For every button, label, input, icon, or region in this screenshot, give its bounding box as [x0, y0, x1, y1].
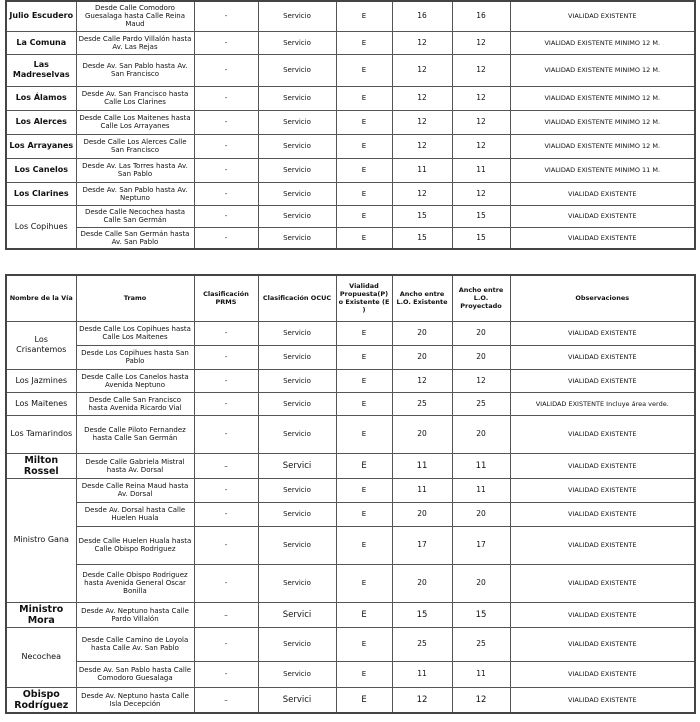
road-lo-proyectado: 25: [452, 392, 510, 415]
table-separator: [0, 265, 700, 273]
road-name: Julio Escudero: [6, 1, 76, 31]
road-observaciones: VIALIDAD EXISTENTE: [510, 321, 695, 345]
road-prms: -: [194, 369, 258, 392]
road-tramo: Desde Calle Comodoro Guesalaga hasta Calle Reina Maud: [76, 1, 194, 31]
road-observaciones: VIALIDAD EXISTENTE: [510, 182, 695, 205]
road-ocuc: Servicio: [258, 158, 336, 182]
road-table-top: [5, 0, 696, 250]
road-tramo: Desde Calle Necochea hasta Calle San Germán: [76, 205, 194, 227]
road-tramo: Desde Av. Dorsal hasta Calle Huelen Huala: [76, 502, 194, 526]
road-name: Obispo Rodríguez: [6, 687, 76, 713]
road-lo-proyectado: 11: [452, 478, 510, 502]
road-vp: E: [336, 526, 392, 564]
road-lo-proyectado: 11: [452, 453, 510, 478]
road-lo-proyectado: 11: [452, 158, 510, 182]
road-tramo: Desde Los Copihues hasta San Pablo: [76, 345, 194, 369]
road-prms: -: [194, 1, 258, 31]
road-ocuc: Servicio: [258, 392, 336, 415]
table-row: [6, 602, 695, 627]
road-name: Los Clarines: [6, 182, 76, 205]
header-row: [6, 275, 695, 321]
road-ocuc: Servicio: [258, 526, 336, 564]
table-row: [6, 54, 695, 86]
road-prms: -: [194, 205, 258, 227]
road-ocuc: Servicio: [258, 478, 336, 502]
road-lo-existente: 12: [392, 182, 452, 205]
table-row: [6, 31, 695, 54]
road-name: Los Jazmines: [6, 369, 76, 392]
road-lo-existente: 20: [392, 345, 452, 369]
road-prms: -: [194, 478, 258, 502]
road-ocuc: Servici: [258, 602, 336, 627]
header-lo-proyectado: Ancho entre L.O. Proyectado: [452, 275, 510, 321]
header-observaciones: Observaciones: [510, 275, 695, 321]
road-lo-existente: 12: [392, 134, 452, 158]
road-vp: E: [336, 134, 392, 158]
road-vp: E: [336, 31, 392, 54]
road-ocuc: Servicio: [258, 627, 336, 661]
table-row: [6, 661, 695, 687]
road-ocuc: Servicio: [258, 345, 336, 369]
road-ocuc: Servicio: [258, 134, 336, 158]
road-prms: -: [194, 110, 258, 134]
road-prms: -: [194, 627, 258, 661]
road-prms: -: [194, 86, 258, 110]
road-vp: E: [336, 86, 392, 110]
road-tramo: Desde Calle Obispo Rodriguez hasta Avenida General Oscar Bonilla: [76, 564, 194, 602]
road-lo-proyectado: 15: [452, 205, 510, 227]
road-observaciones: VIALIDAD EXISTENTE: [510, 687, 695, 713]
road-prms: -: [194, 158, 258, 182]
road-vp: E: [336, 182, 392, 205]
road-name: Los Alerces: [6, 110, 76, 134]
road-name: Necochea: [6, 627, 76, 687]
road-tramo: Desde Calle Los Maitenes hasta Calle Los Arrayanes: [76, 110, 194, 134]
road-table-bottom: [5, 274, 696, 714]
road-lo-existente: 11: [392, 453, 452, 478]
road-ocuc: Servicio: [258, 564, 336, 602]
road-lo-existente: 20: [392, 502, 452, 526]
road-prms: -: [194, 31, 258, 54]
road-lo-proyectado: 12: [452, 134, 510, 158]
road-tramo: Desde Calle Pardo Villalón hasta Av. Las Rejas: [76, 31, 194, 54]
road-observaciones: VIALIDAD EXISTENTE MINIMO 12 M.: [510, 31, 695, 54]
road-observaciones: VIALIDAD EXISTENTE MINIMO 12 M.: [510, 86, 695, 110]
road-vp: E: [336, 661, 392, 687]
road-vp: E: [336, 321, 392, 345]
road-lo-proyectado: 25: [452, 627, 510, 661]
table-row: [6, 392, 695, 415]
road-observaciones: VIALIDAD EXISTENTE: [510, 526, 695, 564]
road-name: Los Maitenes: [6, 392, 76, 415]
road-lo-proyectado: 12: [452, 182, 510, 205]
road-vp: E: [336, 205, 392, 227]
road-prms: -: [194, 564, 258, 602]
road-tramo: Desde Av. San Francisco hasta Calle Los Clarines: [76, 86, 194, 110]
road-observaciones: VIALIDAD EXISTENTE: [510, 602, 695, 627]
road-vp: E: [336, 687, 392, 713]
road-lo-existente: 11: [392, 158, 452, 182]
road-prms: -: [194, 415, 258, 453]
road-observaciones: VIALIDAD EXISTENTE: [510, 478, 695, 502]
header-prms: Clasificación PRMS: [194, 275, 258, 321]
road-lo-proyectado: 12: [452, 54, 510, 86]
road-lo-existente: 15: [392, 205, 452, 227]
table-row: [6, 687, 695, 713]
road-name: Los Crisantemos: [6, 321, 76, 369]
road-prms: -: [194, 661, 258, 687]
road-tramo: Desde Calle Reina Maud hasta Av. Dorsal: [76, 478, 194, 502]
road-lo-existente: 15: [392, 227, 452, 249]
road-lo-existente: 12: [392, 86, 452, 110]
road-vp: E: [336, 110, 392, 134]
table-row: [6, 627, 695, 661]
road-tramo: Desde Calle Huelen Huala hasta Calle Obispo Rodriguez: [76, 526, 194, 564]
road-vp: E: [336, 602, 392, 627]
road-lo-existente: 15: [392, 602, 452, 627]
road-lo-proyectado: 15: [452, 227, 510, 249]
header-nombre: Nombre de la Vía: [6, 275, 76, 321]
road-observaciones: VIALIDAD EXISTENTE: [510, 415, 695, 453]
road-lo-proyectado: 11: [452, 661, 510, 687]
road-ocuc: Servicio: [258, 227, 336, 249]
road-vp: E: [336, 369, 392, 392]
road-ocuc: Servici: [258, 453, 336, 478]
road-lo-proyectado: 20: [452, 345, 510, 369]
road-name: Los Copihues: [6, 205, 76, 249]
road-ocuc: Servicio: [258, 661, 336, 687]
road-name: Los Arrayanes: [6, 134, 76, 158]
road-lo-proyectado: 20: [452, 564, 510, 602]
road-lo-proyectado: 12: [452, 31, 510, 54]
road-vp: E: [336, 54, 392, 86]
road-vp: E: [336, 1, 392, 31]
road-vp: E: [336, 415, 392, 453]
road-vp: E: [336, 453, 392, 478]
road-prms: –: [194, 453, 258, 478]
road-lo-existente: 12: [392, 687, 452, 713]
road-observaciones: VIALIDAD EXISTENTE MINIMO 11 M.: [510, 158, 695, 182]
road-observaciones: VIALIDAD EXISTENTE Incluye área verde.: [510, 392, 695, 415]
road-tramo: Desde Calle Piloto Fernandez hasta Calle San Germán: [76, 415, 194, 453]
header-ocuc: Clasificación OCUC: [258, 275, 336, 321]
road-lo-proyectado: 12: [452, 86, 510, 110]
road-lo-proyectado: 15: [452, 602, 510, 627]
road-lo-proyectado: 17: [452, 526, 510, 564]
road-prms: -: [194, 134, 258, 158]
road-lo-existente: 11: [392, 478, 452, 502]
road-ocuc: Servicio: [258, 86, 336, 110]
road-observaciones: VIALIDAD EXISTENTE MINIMO 12 M.: [510, 134, 695, 158]
road-tramo: Desde Av. San Pablo hasta Av. San Francisco: [76, 54, 194, 86]
road-ocuc: Servicio: [258, 182, 336, 205]
road-lo-proyectado: 12: [452, 110, 510, 134]
road-observaciones: VIALIDAD EXISTENTE: [510, 369, 695, 392]
road-observaciones: VIALIDAD EXISTENTE MINIMO 12 M.: [510, 54, 695, 86]
road-name: Ministro Gana: [6, 478, 76, 602]
road-tramo: Desde Av. Las Torres hasta Av. San Pablo: [76, 158, 194, 182]
road-prms: -: [194, 345, 258, 369]
road-tramo: Desde Av. San Pablo hasta Av. Neptuno: [76, 182, 194, 205]
road-vp: E: [336, 478, 392, 502]
road-lo-existente: 12: [392, 369, 452, 392]
table-row: [6, 227, 695, 249]
road-prms: -: [194, 54, 258, 86]
road-vp: E: [336, 392, 392, 415]
road-vp: E: [336, 502, 392, 526]
road-observaciones: VIALIDAD EXISTENTE: [510, 661, 695, 687]
table-row: [6, 478, 695, 502]
road-prms: -: [194, 502, 258, 526]
table-row: [6, 182, 695, 205]
table-row: [6, 502, 695, 526]
road-tramo: Desde Calle San Germán hasta Av. San Pablo: [76, 227, 194, 249]
road-lo-proyectado: 16: [452, 1, 510, 31]
road-ocuc: Servicio: [258, 31, 336, 54]
road-observaciones: VIALIDAD EXISTENTE MINIMO 12 M.: [510, 110, 695, 134]
table-row: [6, 134, 695, 158]
road-prms: -: [194, 227, 258, 249]
table-row: [6, 321, 695, 345]
road-prms: -: [194, 321, 258, 345]
table-row: [6, 369, 695, 392]
road-name: Los Canelos: [6, 158, 76, 182]
table-row: [6, 1, 695, 31]
road-ocuc: Servicio: [258, 502, 336, 526]
table-row: [6, 205, 695, 227]
road-ocuc: Servicio: [258, 1, 336, 31]
road-observaciones: VIALIDAD EXISTENTE: [510, 627, 695, 661]
road-lo-proyectado: 12: [452, 369, 510, 392]
road-prms: -: [194, 526, 258, 564]
road-tramo: Desde Av. San Pablo hasta Calle Comodoro Guesalaga: [76, 661, 194, 687]
table-row: [6, 415, 695, 453]
road-vp: E: [336, 627, 392, 661]
road-name: Milton Rossel: [6, 453, 76, 478]
road-lo-existente: 16: [392, 1, 452, 31]
road-name: Ministro Mora: [6, 602, 76, 627]
road-tramo: Desde Calle Los Copihues hasta Calle Los Maitenes: [76, 321, 194, 345]
road-lo-existente: 25: [392, 392, 452, 415]
table-row: [6, 453, 695, 478]
road-observaciones: VIALIDAD EXISTENTE: [510, 453, 695, 478]
road-lo-existente: 25: [392, 627, 452, 661]
road-prms: –: [194, 602, 258, 627]
table-row: [6, 526, 695, 564]
road-observaciones: VIALIDAD EXISTENTE: [510, 1, 695, 31]
road-ocuc: Servicio: [258, 205, 336, 227]
road-ocuc: Servicio: [258, 369, 336, 392]
table-row: [6, 86, 695, 110]
road-ocuc: Servicio: [258, 110, 336, 134]
road-lo-existente: 12: [392, 110, 452, 134]
road-vp: E: [336, 345, 392, 369]
header-lo-existente: Ancho entre L.O. Existente: [392, 275, 452, 321]
road-vp: E: [336, 227, 392, 249]
road-lo-existente: 20: [392, 321, 452, 345]
road-ocuc: Servicio: [258, 415, 336, 453]
header-tramo: Tramo: [76, 275, 194, 321]
road-observaciones: VIALIDAD EXISTENTE: [510, 345, 695, 369]
road-lo-existente: 20: [392, 564, 452, 602]
road-ocuc: Servicio: [258, 321, 336, 345]
road-tramo: Desde Calle Los Canelos hasta Avenida Neptuno: [76, 369, 194, 392]
road-name: Los Tamarindos: [6, 415, 76, 453]
road-lo-existente: 20: [392, 415, 452, 453]
header-vialidad: Vialidad Propuesta(P) o Existente (E ): [336, 275, 392, 321]
road-tramo: Desde Calle Los Alerces Calle San Francisco: [76, 134, 194, 158]
road-lo-proyectado: 12: [452, 687, 510, 713]
road-prms: –: [194, 687, 258, 713]
table-row: [6, 158, 695, 182]
road-tramo: Desde Av. Neptuno hasta Calle Pardo Villalón: [76, 602, 194, 627]
road-ocuc: Servicio: [258, 54, 336, 86]
table-row: [6, 345, 695, 369]
road-name: Las Madreselvas: [6, 54, 76, 86]
road-lo-existente: 12: [392, 31, 452, 54]
road-lo-proyectado: 20: [452, 321, 510, 345]
road-lo-proyectado: 20: [452, 502, 510, 526]
road-prms: -: [194, 392, 258, 415]
road-name: La Comuna: [6, 31, 76, 54]
road-observaciones: VIALIDAD EXISTENTE: [510, 502, 695, 526]
table-row: [6, 564, 695, 602]
road-vp: E: [336, 564, 392, 602]
table-row: [6, 110, 695, 134]
road-tramo: Desde Calle Gabriela Mistral hasta Av. Dorsal: [76, 453, 194, 478]
road-lo-existente: 12: [392, 54, 452, 86]
road-name: Los Álamos: [6, 86, 76, 110]
road-lo-existente: 17: [392, 526, 452, 564]
road-observaciones: VIALIDAD EXISTENTE: [510, 227, 695, 249]
road-vp: E: [336, 158, 392, 182]
road-tramo: Desde Calle Camino de Loyola hasta Calle Av. San Pablo: [76, 627, 194, 661]
road-prms: -: [194, 182, 258, 205]
road-observaciones: VIALIDAD EXISTENTE: [510, 205, 695, 227]
road-observaciones: VIALIDAD EXISTENTE: [510, 564, 695, 602]
road-tramo: Desde Calle San Francisco hasta Avenida Ricardo Vial: [76, 392, 194, 415]
road-lo-proyectado: 20: [452, 415, 510, 453]
road-ocuc: Servici: [258, 687, 336, 713]
road-lo-existente: 11: [392, 661, 452, 687]
road-tramo: Desde Av. Neptuno hasta Calle Isla Decepción: [76, 687, 194, 713]
